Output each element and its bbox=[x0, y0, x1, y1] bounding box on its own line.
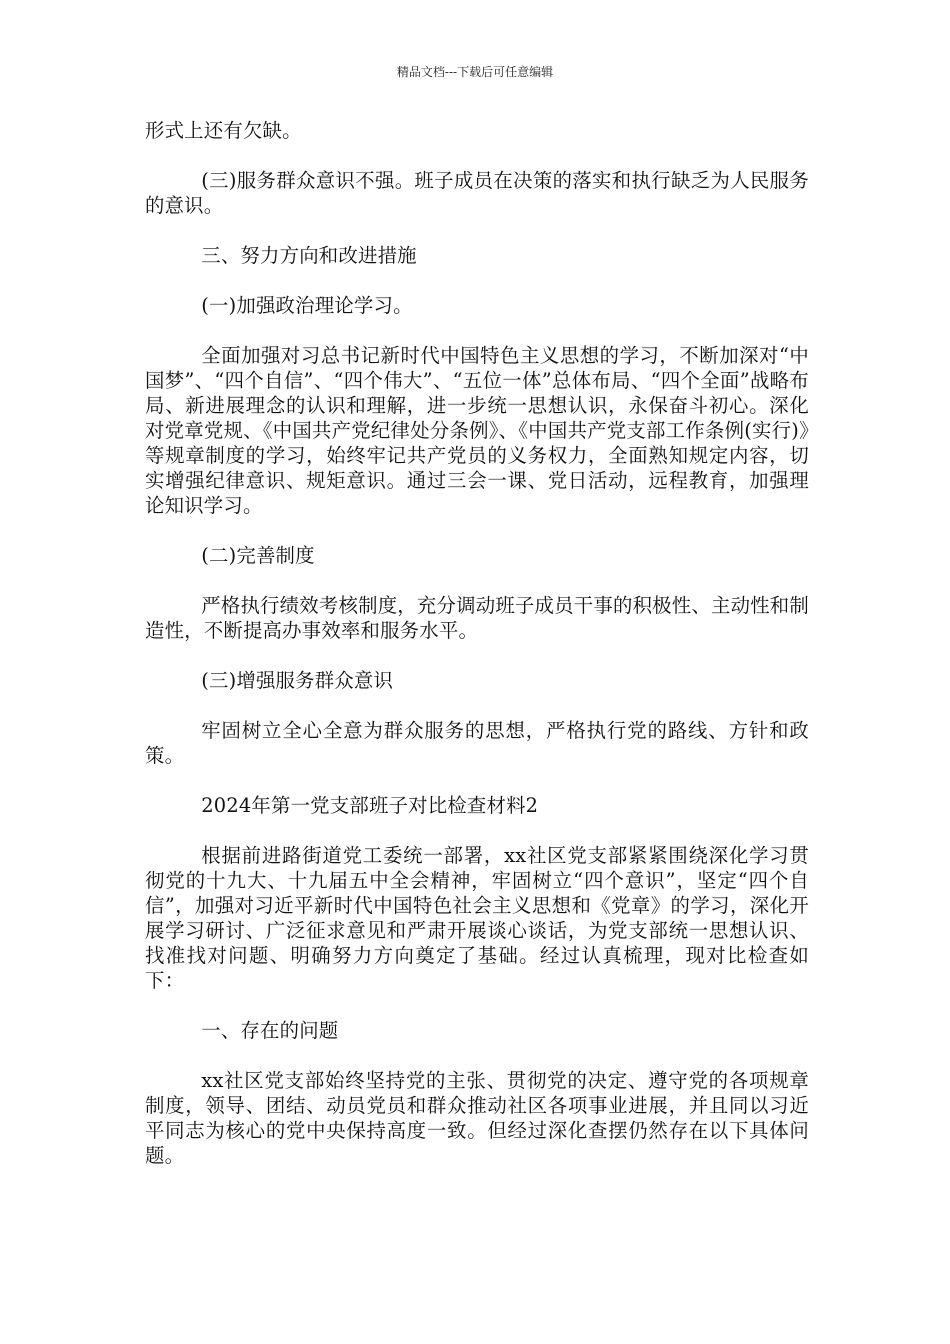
paragraph-problems: xx社区党支部始终坚持党的主张、贯彻党的决定、遵守党的各项规章制度，领导、团结、动员党员和群众推动社区各项事业进展，并且同以习近平同志为核心的党中央保持高度一致。但经过深化查摆仍然存在以下具体问题。 bbox=[145, 1069, 809, 1167]
subheading-strengthen-theory: (一)加强政治理论学习。 bbox=[201, 294, 413, 317]
subheading-service-awareness: (三)增强服务群众意识 bbox=[201, 669, 394, 692]
paragraph-intro: 根据前进路街道党工委统一部署，xx社区党支部紧紧围绕深化学习贯彻党的十九大、十九届五中全会精神，牢固树立“四个意识”，坚定“四个自信”，加强对习近平新时代中国特色社会主义思想和《党章》的学习，深化开展学习研讨、广泛征求意见和严肃开展谈心谈话，为党支部统一思想认识、找准找对问题、明确努力方向奠定了基础。经过认真梳理，现对比检查如下： bbox=[145, 844, 809, 992]
paragraph-performance: 严格执行绩效考核制度，充分调动班子成员干事的积极性、主动性和制造性，不断提高办事效率和服务水平。 bbox=[145, 594, 809, 642]
section-heading-3: 三、努力方向和改进措施 bbox=[201, 244, 417, 267]
page-header: 精品文档---下载后可任意编辑 bbox=[396, 65, 554, 79]
paragraph-1: 形式上还有欠缺。 bbox=[145, 119, 302, 142]
section-heading-problems: 一、存在的问题 bbox=[201, 1019, 339, 1042]
paragraph-theory-study: 全面加强对习总书记新时代中国特色主义思想的学习，不断加深对“中国梦”、“四个自信”、“四个伟大”、“五位一体”总体布局、“四个全面”战略布局、新进展理念的认识和理解，进一步统一思想认识，永保奋斗初心。深化对党章党规、《中国共产党纪律处分条例》、《中国共产党支部工作条例(实行)》等规章制度的学习，始终牢记共产党员的义务权力，全面熟知规定内容，切实增强纪律意识、规矩意识。通过三会一课、党日活动，远程教育，加强理论知识学习。 bbox=[145, 344, 809, 517]
document-title-2: 2024年第一党支部班子对比检查材料2 bbox=[201, 794, 539, 817]
paragraph-service: 牢固树立全心全意为群众服务的思想，严格执行党的路线、方针和政策。 bbox=[145, 719, 809, 767]
subheading-improve-system: (二)完善制度 bbox=[201, 544, 315, 567]
paragraph-2: (三)服务群众意识不强。班子成员在决策的落实和执行缺乏为人民服务的意识。 bbox=[145, 169, 809, 217]
document-body bbox=[145, 118, 809, 1168]
